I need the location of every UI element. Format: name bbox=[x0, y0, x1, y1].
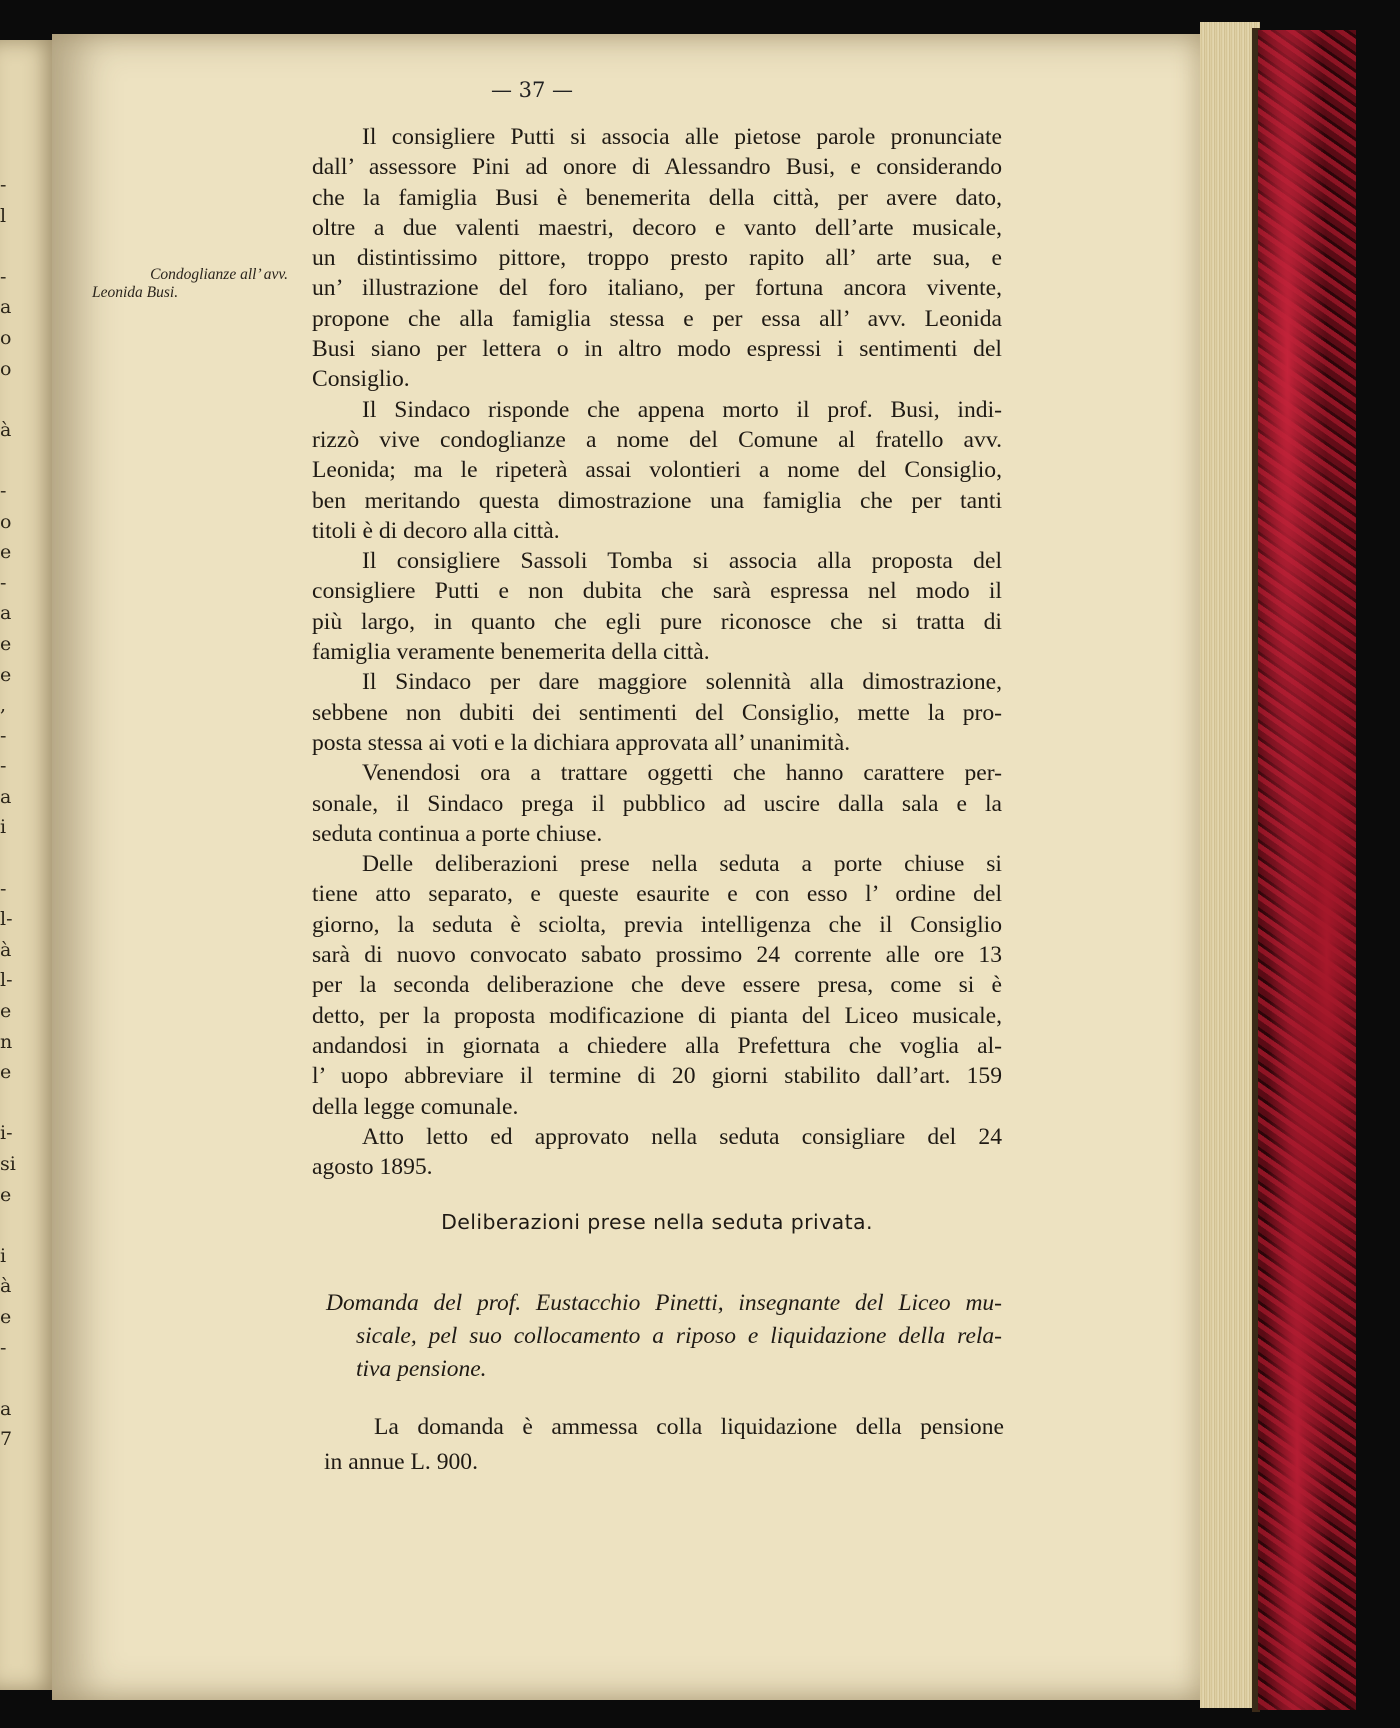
left-page-fragment bbox=[0, 1088, 16, 1119]
left-page-fragments bbox=[0, 170, 16, 1455]
margin-note-line-2: Leonida Busi. bbox=[92, 284, 179, 301]
left-page-fragment: a bbox=[0, 296, 12, 319]
left-page-fragment bbox=[0, 843, 16, 874]
resolution-line: La domanda è ammessa colla liquidazione della pensione bbox=[374, 1414, 1004, 1440]
left-page-fragment: , bbox=[0, 694, 7, 717]
left-page-fragment: e bbox=[0, 663, 12, 686]
body-line: Il Sindaco per dare maggiore solennità alla dimostrazione, bbox=[362, 669, 1002, 696]
body-line: Il consigliere Sassoli Tomba si associa alla proposta del bbox=[362, 548, 1002, 575]
body-line: sebbene non dubiti dei sentimenti del Consiglio, mette la pro- bbox=[312, 699, 1002, 726]
body-line: ben meritando questa dimostrazione una famiglia che per tanti bbox=[312, 487, 1002, 514]
body-line: seduta continua a porte chiuse. bbox=[312, 820, 603, 847]
page-edges bbox=[1200, 22, 1260, 1708]
left-page-fragment: - bbox=[0, 1336, 7, 1359]
body-line: Delle deliberazioni prese nella seduta a porte chiuse si bbox=[362, 851, 1002, 878]
margin-note bbox=[78, 266, 288, 302]
left-page-fragment: l bbox=[0, 204, 7, 227]
marbled-cover bbox=[1258, 30, 1356, 1710]
body-line: tiene atto separato, e queste esaurite e con esso l’ ordine del bbox=[312, 881, 1002, 908]
body-line: agosto 1895. bbox=[312, 1154, 433, 1181]
body-line: sonale, il Sindaco prega il pubblico ad uscire dalla sala e la bbox=[312, 790, 1002, 817]
body-line: famiglia veramente benemerita della città. bbox=[312, 639, 710, 666]
item-title bbox=[326, 1287, 1002, 1386]
left-page-fragment: - bbox=[0, 265, 7, 288]
body-line: posta stessa ai voti e la dichiara approvata all’ unanimità. bbox=[312, 729, 851, 756]
resolution-line: in annue L. 900. bbox=[324, 1449, 478, 1475]
body-line: titoli è di decoro alla città. bbox=[312, 517, 560, 544]
left-page-fragment: l- bbox=[0, 969, 13, 992]
left-page-fragment: - bbox=[0, 755, 7, 778]
left-page-fragment: a bbox=[0, 1397, 12, 1420]
item-title-line: sicale, pel suo collocamento a riposo e liquidazione della rela- bbox=[356, 1323, 1002, 1349]
body-line: per la seconda deliberazione che deve essere presa, come si è bbox=[312, 972, 1002, 999]
left-page-fragment: - bbox=[0, 174, 7, 196]
body-text bbox=[312, 122, 1002, 1182]
left-page-fragment: à bbox=[0, 418, 12, 441]
margin-note-line-1: Condoglianze all’ avv. bbox=[150, 266, 288, 283]
body-line: dall’ assessore Pini ad onore di Alessandro Busi, e considerando bbox=[312, 154, 1002, 181]
left-page-fragment: e bbox=[0, 1061, 12, 1084]
left-page-fragment: - bbox=[0, 724, 7, 747]
left-page-fragment: 7 bbox=[0, 1428, 13, 1451]
left-page-fragment: e bbox=[0, 541, 12, 564]
left-page-fragment: l- bbox=[0, 908, 13, 931]
section-heading: Deliberazioni prese nella seduta privata. bbox=[441, 1210, 873, 1234]
left-page-fragment: - bbox=[0, 571, 7, 594]
body-line: Il Sindaco risponde che appena morto il prof. Busi, indi- bbox=[362, 396, 1002, 423]
resolution-text bbox=[324, 1410, 1004, 1480]
left-page-fragment bbox=[0, 1210, 16, 1241]
body-line: rizzò vive condoglianze a nome del Comune al fratello avv. bbox=[312, 426, 1002, 453]
left-page-fragment: - bbox=[0, 877, 7, 900]
left-page-fragment: à bbox=[0, 938, 12, 961]
left-page-fragment: - bbox=[0, 479, 7, 502]
left-page-fragment: à bbox=[0, 1275, 12, 1298]
left-page-edge bbox=[0, 40, 60, 1690]
left-page-fragment: i bbox=[0, 816, 7, 839]
item-title-line: tiva pensione. bbox=[356, 1356, 487, 1382]
body-line: più largo, in quanto che egli pure riconosce che si tratta di bbox=[312, 608, 1002, 635]
left-page-fragment bbox=[0, 1363, 16, 1394]
left-page-fragment: e bbox=[0, 1305, 12, 1328]
left-page-fragment: e bbox=[0, 1183, 12, 1206]
left-page-fragment: a bbox=[0, 785, 12, 808]
left-page-fragment: o bbox=[0, 510, 12, 533]
body-line: detto, per la proposta modificazione di pianta del Liceo musicale, bbox=[312, 1002, 1002, 1029]
body-line: della legge comunale. bbox=[312, 1093, 519, 1120]
body-line: propone che alla famiglia stessa e per essa all’ avv. Leonida bbox=[312, 305, 1002, 332]
item-title-line: Domanda del prof. Eustacchio Pinetti, insegnante del Liceo mu- bbox=[326, 1290, 1002, 1316]
page-number: — 37 — bbox=[490, 78, 574, 102]
body-line: Busi siano per lettera o in altro modo espressi i sentimenti del bbox=[312, 336, 1002, 363]
left-page-fragment: n bbox=[0, 1030, 13, 1053]
body-line: un’ illustrazione del foro italiano, per fortuna ancora vivente, bbox=[312, 275, 1002, 302]
left-page-fragment: i bbox=[0, 1244, 7, 1267]
left-page-fragment bbox=[0, 384, 16, 415]
body-line: un distintissimo pittore, troppo presto rapito all’ arte sua, e bbox=[312, 245, 1002, 272]
left-page-fragment bbox=[0, 231, 16, 262]
left-page-fragment bbox=[0, 445, 16, 476]
body-line: giorno, la seduta è sciolta, previa intelligenza che il Consiglio bbox=[312, 911, 1002, 938]
body-line: consigliere Putti e non dubita che sarà espressa nel modo il bbox=[312, 578, 1002, 605]
body-line: Consiglio. bbox=[312, 366, 410, 393]
left-page-fragment: si bbox=[0, 1153, 16, 1175]
body-line: andandosi in giornata a chiedere alla Prefettura che voglia al- bbox=[312, 1032, 1002, 1059]
body-line: oltre a due valenti maestri, decoro e vanto dell’arte musicale, bbox=[312, 214, 1002, 241]
body-line: l’ uopo abbreviare il termine di 20 giorni stabilito dall’art. 159 bbox=[312, 1063, 1002, 1090]
left-page-fragment: o bbox=[0, 357, 12, 380]
left-page-fragment: o bbox=[0, 326, 12, 349]
body-line: sarà di nuovo convocato sabato prossimo 24 corrente alle ore 13 bbox=[312, 942, 1002, 969]
left-page-fragment: e bbox=[0, 632, 12, 655]
left-page-fragment: e bbox=[0, 1000, 12, 1023]
left-page-fragment: i- bbox=[0, 1122, 13, 1145]
body-line: che la famiglia Busi è benemerita della città, per avere dato, bbox=[312, 184, 1002, 211]
left-page-fragment: a bbox=[0, 602, 12, 625]
body-line: Il consigliere Putti si associa alle pietose parole pronunciate bbox=[362, 124, 1002, 150]
body-line: Venendosi ora a trattare oggetti che hanno carattere per- bbox=[362, 760, 1002, 787]
body-line: Leonida; ma le ripeterà assai volontieri a nome del Consiglio, bbox=[312, 457, 1002, 484]
body-line: Atto letto ed approvato nella seduta consigliare del 24 bbox=[362, 1123, 1002, 1150]
